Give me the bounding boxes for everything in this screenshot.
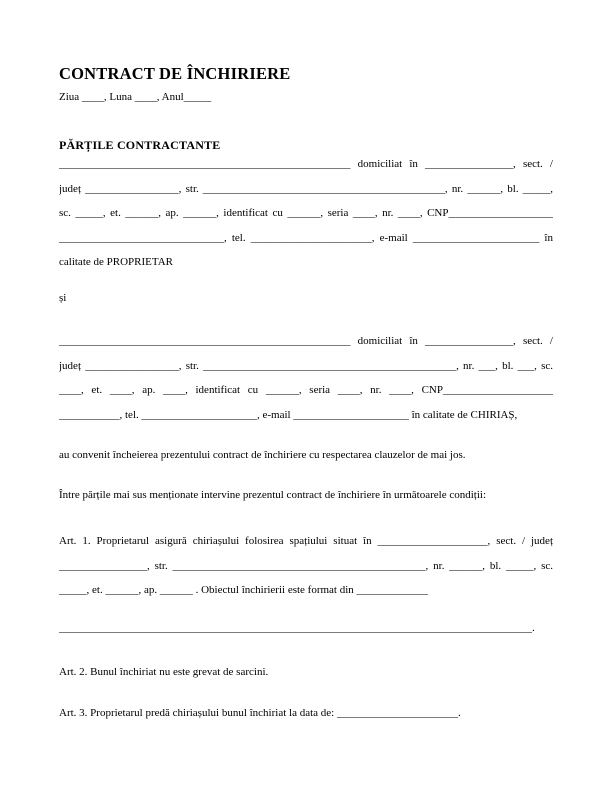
- article-1-paragraph: [59, 529, 553, 603]
- landlord-line-2: județ _________________, str. ____________________________________________, nr. ______, bl. _____,: [59, 182, 553, 195]
- landlord-paragraph: [59, 152, 553, 275]
- article-2-clause: Art. 2. Bunul închiriat nu este grevat de sarcini.: [59, 666, 269, 678]
- tenant-paragraph: [59, 329, 553, 427]
- article-1-continuation-blank-line: ______________________________________________________________________________________.: [59, 622, 535, 634]
- tenant-role-line: ___________, tel. _____________________, e-mail _____________________ în calitate de CHIRIAȘ,: [59, 408, 518, 421]
- landlord-role-line: calitate de PROPRIETAR: [59, 256, 173, 268]
- document-title: CONTRACT DE ÎNCHIRIERE: [59, 64, 291, 83]
- article-1-line-3: _____, et. ______, ap. ______ . Obiectul închirierii este format din _____________: [59, 584, 429, 596]
- conjunction-si: și: [59, 292, 67, 304]
- tenant-line-1: _____________________________________________________ domiciliat în ________________, sect. /: [59, 335, 553, 347]
- date-line: Ziua ____, Luna ____, Anul_____: [59, 91, 212, 103]
- tenant-line-2: județ _________________, str. ______________________________________________, nr. ___, bl. ___, sc.: [59, 359, 553, 372]
- landlord-line-4: ______________________________, tel. ______________________, e-mail _______________________ în: [59, 231, 553, 244]
- landlord-line-1: _____________________________________________________ domiciliat în ________________, sect. /: [59, 158, 553, 170]
- article-1-line-2: ________________, str. ______________________________________________, nr. ______, bl. _____, sc.: [59, 559, 553, 572]
- agreement-clause: au convenit încheierea prezentului contract de închiriere cu respectarea clauzelor de mai jos.: [59, 449, 466, 461]
- article-3-clause: Art. 3. Proprietarul predă chiriașului bunul închiriat la data de: ______________________.: [59, 707, 461, 719]
- intro-clause: Între părțile mai sus menționate intervine prezentul contract de închiriere în următoarele condiții:: [59, 489, 486, 501]
- landlord-line-3: sc. _____, et. ______, ap. ______, identificat cu ______, seria ____, nr. ____, CNP___________________: [59, 207, 553, 219]
- tenant-line-3: ____, et. ____, ap. ____, identificat cu ______, seria ____, nr. ____, CNP____________________: [59, 384, 553, 396]
- parties-heading: PĂRȚILE CONTRACTANTE: [59, 138, 221, 152]
- article-1-line-1: Art. 1. Proprietarul asigură chiriașului folosirea spațiului situat în ____________________, sect. / județ: [59, 535, 553, 547]
